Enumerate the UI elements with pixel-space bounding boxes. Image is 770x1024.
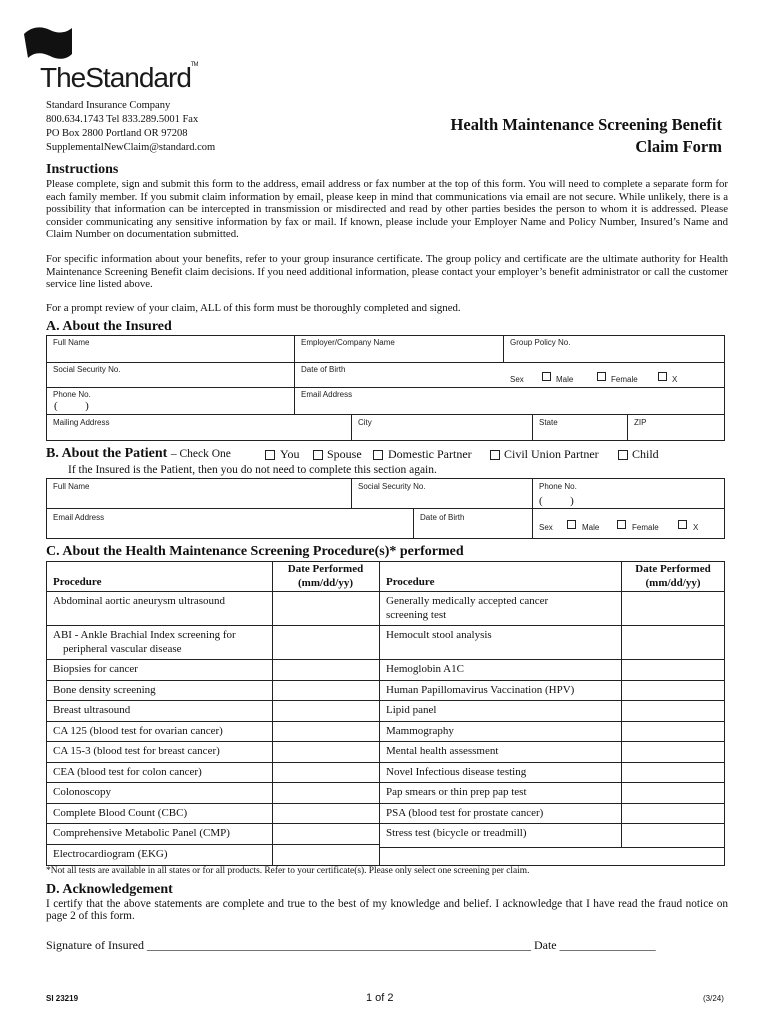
- procedure-item: PSA (blood test for prostate cancer): [386, 806, 544, 819]
- section-a-heading: A. About the Insured: [46, 319, 172, 334]
- date-performed-field[interactable]: [273, 700, 378, 721]
- patient-sex-label: Sex: [539, 523, 553, 532]
- insured-ssn-field[interactable]: Social Security No.: [53, 365, 121, 374]
- patient-phone-field[interactable]: Phone No.: [539, 482, 577, 491]
- patient-dob-field[interactable]: Date of Birth: [420, 513, 465, 522]
- patient-child-label: Child: [632, 447, 659, 461]
- insured-male-checkbox[interactable]: [542, 372, 551, 381]
- patient-spouse-checkbox[interactable]: [313, 450, 323, 460]
- date-performed-field[interactable]: [273, 741, 378, 762]
- instructions-para-1: Please complete, sign and submit this form to the address, email address or fax number at the top of this form. You will need to complete a separate form for each family member. If you submit claim information by email, please keep in mind that communications via email are not secure. While unlikely, there is a possibility that information can be intercepted in transmission or misdirected and read by other parties besides the person to whom it is addressed. Please consider communicating any sensitive information by fax or mail. If known, please include your Employer Name and Policy Number, Insured’s Name and Claim Number on documentation submitted.: [46, 178, 728, 241]
- company-logo-text: TheStandard™: [40, 62, 198, 93]
- date-performed-field[interactable]: [622, 823, 724, 844]
- insured-dob-field[interactable]: Date of Birth: [301, 365, 346, 374]
- date-performed-field[interactable]: [622, 741, 724, 762]
- acknowledgement-text: I certify that the above statements are complete and true to the best of my knowledge and belief. I acknowledge that I have read the fraud notice on page 2 of this form.: [46, 898, 728, 922]
- company-name: Standard Insurance Company: [46, 100, 171, 111]
- date-label: Date: [533, 938, 557, 952]
- procedure-item: Mammography: [386, 724, 454, 737]
- company-address: PO Box 2800 Portland OR 97208: [46, 128, 188, 139]
- insured-state-field[interactable]: State: [539, 418, 558, 427]
- insured-email-field[interactable]: Email Address: [301, 390, 353, 399]
- date-performed-field[interactable]: [273, 844, 378, 865]
- flag-logo-icon: [22, 24, 74, 64]
- patient-x-label: X: [693, 523, 699, 532]
- date-performed-field[interactable]: [622, 762, 724, 783]
- date-performed-field[interactable]: [273, 659, 378, 680]
- signature-label: Signature of Insured: [46, 938, 144, 952]
- date-performed-col-header-left: Date Performed (mm/dd/yy): [287, 563, 364, 589]
- procedure-item: Hemoglobin A1C: [386, 663, 464, 675]
- procedure-item: Colonoscopy: [53, 786, 112, 798]
- insured-x-label: X: [672, 375, 678, 384]
- insured-group-policy-field[interactable]: Group Policy No.: [510, 338, 571, 347]
- patient-ssn-field[interactable]: Social Security No.: [358, 482, 426, 491]
- date-performed-field[interactable]: [273, 803, 378, 824]
- patient-email-field[interactable]: Email Address: [53, 513, 105, 522]
- instructions-para-2: For specific information about your benefits, refer to your group insurance certificate. The group policy and certificate are the ultimate authority for Health Maintenance Screening Benefit claim decisions. If you need additional information, please contact your employer’s benefit administrator or call the customer service line listed above.: [46, 253, 728, 291]
- patient-x-checkbox[interactable]: [678, 520, 687, 529]
- company-phone-fax: 800.634.1743 Tel 833.289.5001 Fax: [46, 114, 199, 125]
- insured-phone-format: ( ): [54, 400, 89, 412]
- patient-you-label: You: [280, 447, 300, 461]
- patient-domestic-partner-label: Domestic Partner: [388, 447, 472, 461]
- procedure-footnote: *Not all tests are available in all states or for all products. Refer to your certificate(s). Please only select one screening per claim.: [46, 866, 530, 876]
- date-performed-field[interactable]: [273, 680, 378, 701]
- procedure-item: Abdominal aortic aneurysm ultrasound: [53, 595, 225, 607]
- procedure-item: Pap smears or thin prep pap test: [386, 786, 527, 798]
- procedure-item: Biopsies for cancer: [53, 663, 138, 675]
- insured-female-checkbox[interactable]: [597, 372, 606, 381]
- page-number: 1 of 2: [366, 992, 394, 1004]
- insured-zip-field[interactable]: ZIP: [634, 418, 647, 427]
- procedure-item: Breast ultrasound: [53, 704, 131, 716]
- patient-spouse-label: Spouse: [327, 447, 362, 461]
- insured-city-field[interactable]: City: [358, 418, 372, 427]
- procedure-item: CEA (blood test for colon cancer): [53, 765, 202, 778]
- patient-male-checkbox[interactable]: [567, 520, 576, 529]
- procedure-item: CA 15-3 (blood test for breast cancer): [53, 745, 220, 757]
- insured-female-label: Female: [611, 375, 638, 384]
- patient-civil-union-label: Civil Union Partner: [504, 447, 599, 461]
- section-b-header-row: [46, 446, 231, 462]
- section-b-check-one: – Check One: [170, 448, 231, 460]
- company-email: SupplementalNewClaim@standard.com: [46, 142, 216, 153]
- procedure-item: Complete Blood Count (CBC): [53, 806, 188, 819]
- procedure-item: Mental health assessment: [386, 745, 499, 757]
- section-b-heading: B. About the Patient: [46, 446, 168, 461]
- insured-mailing-address-field[interactable]: Mailing Address: [53, 418, 110, 427]
- date-performed-field[interactable]: [273, 823, 378, 844]
- insured-x-checkbox[interactable]: [658, 372, 667, 381]
- insured-sex-label: Sex: [510, 375, 524, 384]
- procedure-item: Electrocardiogram (EKG): [53, 847, 168, 860]
- procedure-item: CA 125 (blood test for ovarian cancer): [53, 724, 223, 737]
- patient-child-checkbox[interactable]: [618, 450, 628, 460]
- procedure-item: Lipid panel: [386, 704, 437, 716]
- section-b-note: If the Insured is the Patient, then you do not need to complete this section again.: [68, 464, 437, 476]
- date-performed-field[interactable]: [622, 782, 724, 803]
- insured-employer-field[interactable]: Employer/Company Name: [301, 338, 395, 347]
- instructions-para-3: For a prompt review of your claim, ALL of this form must be thoroughly completed and signed.: [46, 302, 461, 314]
- patient-female-label: Female: [632, 523, 659, 532]
- procedure-item: Stress test (bicycle or treadmill): [386, 827, 527, 839]
- revision-date: (3/24): [703, 994, 724, 1003]
- patient-male-label: Male: [582, 523, 600, 532]
- signature-line-field[interactable]: ________________________________________________________________: [146, 938, 531, 952]
- procedure-item: Generally medically accepted cancer screening test: [386, 595, 549, 621]
- date-performed-field[interactable]: [622, 659, 724, 680]
- patient-phone-format: ( ): [539, 495, 574, 507]
- date-performed-field[interactable]: [622, 803, 724, 824]
- section-c-heading: C. About the Health Maintenance Screening Procedure(s)* performed: [46, 544, 464, 559]
- insured-info-grid: [46, 335, 725, 441]
- patient-civil-union-checkbox[interactable]: [490, 450, 500, 460]
- patient-female-checkbox[interactable]: [617, 520, 626, 529]
- procedure-item: Human Papillomavirus Vaccination (HPV): [386, 683, 575, 696]
- instructions-heading: Instructions: [46, 162, 119, 177]
- patient-full-name-field[interactable]: Full Name: [53, 482, 90, 491]
- date-performed-field[interactable]: [622, 721, 724, 742]
- date-performed-field[interactable]: [273, 721, 378, 742]
- signature-row: [46, 938, 656, 953]
- date-performed-col-header-right: Date Performed (mm/dd/yy): [635, 563, 711, 589]
- procedure-item: Hemocult stool analysis: [386, 629, 492, 641]
- date-performed-field[interactable]: [622, 625, 724, 659]
- procedure-col-header-right: Procedure: [386, 576, 435, 588]
- procedure-item: Bone density screening: [53, 683, 156, 696]
- form-id: SI 23219: [46, 994, 79, 1003]
- insured-phone-field[interactable]: Phone No.: [53, 390, 91, 399]
- form-title: Health Maintenance Screening Benefit Claim Form: [450, 115, 722, 156]
- procedure-item: ABI - Ankle Brachial Index screening for peripheral vascular disease: [53, 629, 236, 655]
- date-performed-field[interactable]: [273, 625, 378, 659]
- date-performed-field[interactable]: [622, 700, 724, 721]
- date-performed-field[interactable]: [273, 762, 378, 783]
- company-contact-block: [46, 99, 215, 155]
- date-performed-field[interactable]: [622, 680, 724, 701]
- date-performed-field[interactable]: [273, 782, 378, 803]
- procedure-item: Comprehensive Metabolic Panel (CMP): [53, 827, 230, 839]
- patient-domestic-partner-checkbox[interactable]: [373, 450, 383, 460]
- insured-full-name-field[interactable]: Full Name: [53, 338, 90, 347]
- date-performed-field[interactable]: [622, 591, 724, 625]
- date-performed-field[interactable]: [273, 591, 378, 625]
- patient-you-checkbox[interactable]: [265, 450, 275, 460]
- procedure-col-header-left: Procedure: [53, 576, 102, 588]
- section-d-heading: D. Acknowledgement: [46, 882, 173, 897]
- insured-male-label: Male: [556, 375, 574, 384]
- procedure-item: Novel Infectious disease testing: [386, 765, 527, 778]
- date-line-field[interactable]: ________________: [559, 938, 656, 952]
